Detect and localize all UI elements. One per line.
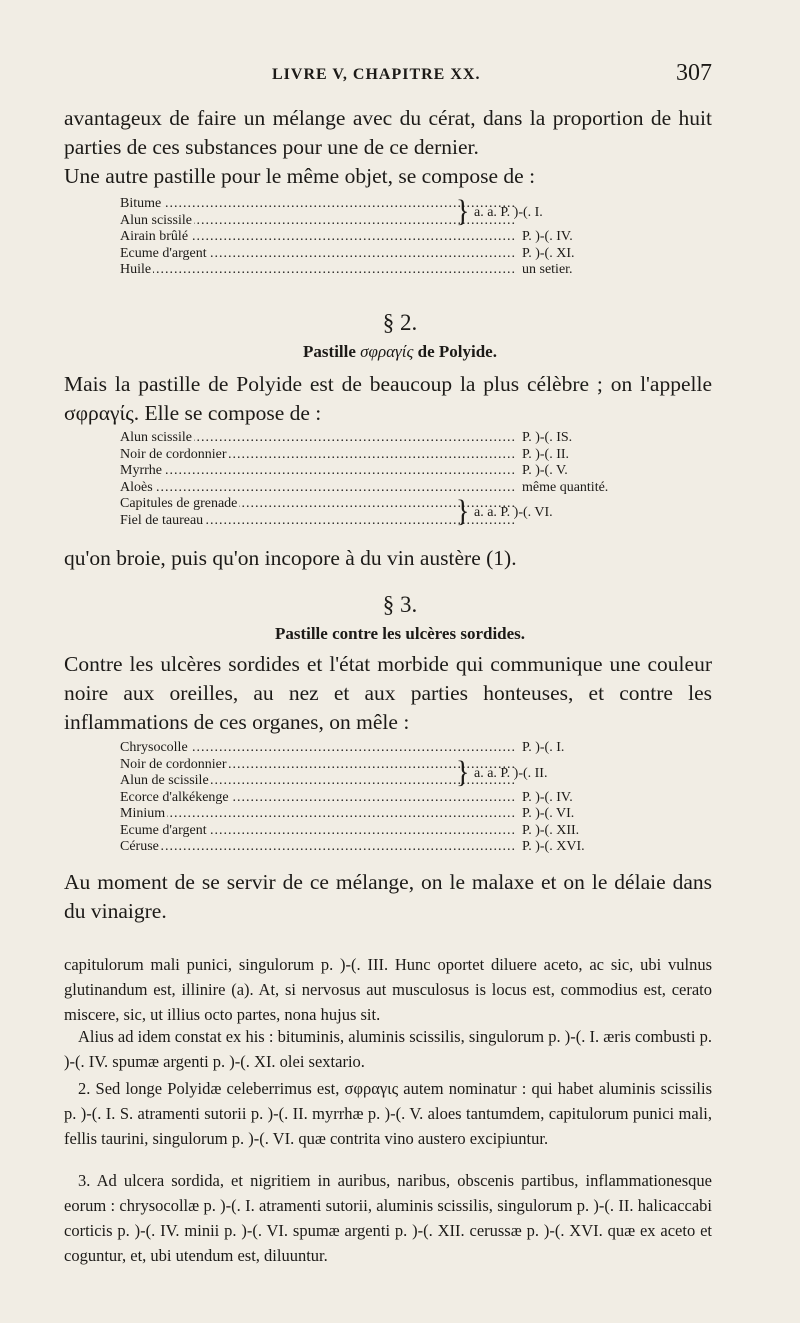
recipe-list-3 <box>120 740 640 856</box>
brace-symbol: } <box>456 494 470 529</box>
page-number: 307 <box>676 60 712 86</box>
paragraph-intro: avantageux de faire un mélange avec du cérat, dans la proportion de huit parties de ces substances pour une de ce dernier. <box>64 106 712 159</box>
ingredient-row: ..... Alun de scissile <box>120 773 640 790</box>
ingredient-row: ..... Bitume <box>120 196 640 213</box>
group-quantity: a. a. P. )-(. I. <box>474 205 543 220</box>
ingredient-row: ..... Airain brûlé P. )-(. IV. <box>120 229 640 246</box>
ingredient-row: ..... Minium P. )-(. VI. <box>120 806 640 823</box>
recipe-list-2 <box>120 430 640 529</box>
paragraph-moment: Au moment de se servir de ce mélange, on le malaxe et on le délaie dans du vinaigre. <box>64 870 712 923</box>
brace-symbol: } <box>456 194 470 229</box>
ingredient-row: ..... Huile un setier. <box>120 262 640 279</box>
ingredient-row: ..... Alun scissile P. )-(. IS. <box>120 430 640 447</box>
ingredient-row: ..... Ecume d'argent P. )-(. XII. <box>120 823 640 840</box>
section-title-3: Pastille contre les ulcères sordides. <box>274 624 526 643</box>
paragraph-ulceres: Contre les ulcères sordides et l'état morbide qui communique une couleur noire aux oreilles, au nez et aux parties honteuses, et contre les inflammations de ces organes, on mêle : <box>64 652 712 734</box>
ingredient-row: ..... Alun scissile <box>120 213 640 230</box>
ingredient-row: ..... Noir de cordonnier P. )-(. II. <box>120 447 640 464</box>
section-number-3: § 3. <box>382 592 418 617</box>
paragraph-broie: qu'on broie, puis qu'on incopore à du vin austère (1). <box>64 546 517 570</box>
running-title: LIVRE V, CHAPITRE XX. <box>272 66 481 83</box>
recipe-list-1 <box>120 196 640 279</box>
ingredient-row: ..... Myrrhe P. )-(. V. <box>120 463 640 480</box>
ingredient-row: ..... Fiel de taureau <box>120 513 640 530</box>
latin-note-continuation: capitulorum mali punici, singulorum p. )-(. III. Hunc oportet diluere aceto, ac sic, ubi vulnus glutinandum est, illinire (a). At, si nervosus aut musculosus is locus est, commodius est, cerato miscere, sic, ut illius octo partes, nona hujus sit. <box>64 955 712 1024</box>
grouped-ingredients <box>120 196 640 229</box>
latin-note-2: 2. Sed longe Polyidæ celeberrimus est, σφραγις autem nominatur : qui habet aluminis scissilis p. )-(. I. S. atramenti sutorii p. )-(. II. myrrhæ p. )-(. V. aloes tantumdem, capitulorum punici mali, fellis taurini, singulorum p. )-(. VI. quæ contrita vino austero excipiuntur. <box>64 1079 712 1148</box>
page-header <box>64 60 712 98</box>
ingredient-row: ..... Ecorce d'alkékenge P. )-(. IV. <box>120 790 640 807</box>
latin-note-alius: Alius ad idem constat ex his : bituminis, aluminis scissilis, singulorum p. )-(. I. æris combusti p. )-(. IV. spumæ argenti p. )-(. XI. olei sextario. <box>64 1027 712 1071</box>
ingredient-row: ..... Capitules de grenade <box>120 496 640 513</box>
ingredient-row: ..... Céruse P. )-(. XVI. <box>120 839 640 856</box>
ingredient-row: ..... Chrysocolle P. )-(. I. <box>120 740 640 757</box>
latin-note-3: 3. Ad ulcera sordida, et nigritiem in auribus, naribus, obscenis partibus, inflammationesque eorum : chrysocollæ p. )-(. I. atramenti sutorii, aluminis scissilis, singulorum p. )-(. II. halicaccabi corticis p. )-(. IV. minii p. )-(. VI. spumæ argenti p. )-(. XII. cerussæ p. )-(. XVI. quæ ex aceto et coguntur, et, ubi utendum est, diluuntur. <box>64 1171 712 1265</box>
paragraph-second-pastille: Une autre pastille pour le même objet, se compose de : <box>64 164 536 188</box>
grouped-ingredients <box>120 754 640 790</box>
section-title-2: Pastille σφραγίς de Polyide. <box>303 342 497 361</box>
ingredient-row: ..... Aloès même quantité. <box>120 480 640 497</box>
section-number-2: § 2. <box>382 310 418 335</box>
paragraph-polyide: Mais la pastille de Polyide est de beaucoup la plus célèbre ; on l'appelle σφραγίς. Elle se compose de : <box>64 372 712 425</box>
ingredient-row: ..... Noir de cordonnier <box>120 757 640 774</box>
group-quantity: a. a. P. )-(. VI. <box>474 505 553 520</box>
brace-symbol: } <box>456 754 470 789</box>
ingredient-row: ..... Ecume d'argent P. )-(. XI. <box>120 246 640 263</box>
group-quantity: a. a. P. )-(. II. <box>474 765 548 781</box>
grouped-ingredients <box>120 496 640 529</box>
